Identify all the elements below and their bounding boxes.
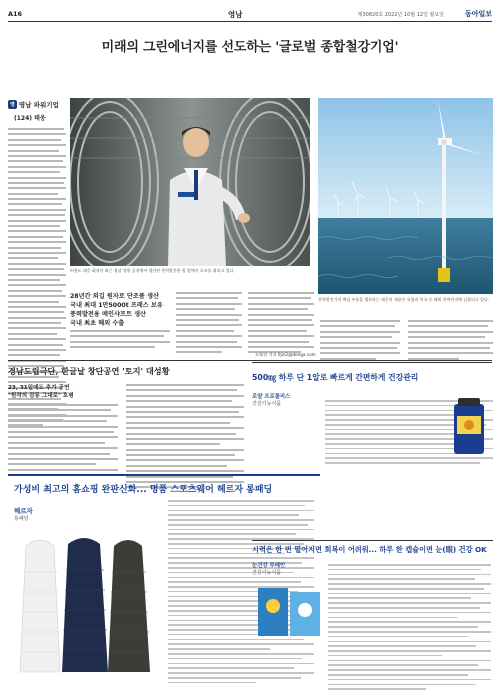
page-header xyxy=(8,8,492,22)
wind-farm-photo-caption: 풍력발전기의 핵심 부품을 생산하는 태웅의 제품은 유럽과 미국 등 해외 풍력단지에 납품되고 있다. xyxy=(318,297,490,302)
story2-subheadings xyxy=(8,384,118,400)
section-label: 영남 xyxy=(228,10,243,19)
article-body-column-5 xyxy=(408,320,493,360)
chairman-photo xyxy=(70,98,310,266)
subheading-3: 풍력발전용 메인샤프트 생산 xyxy=(70,311,147,318)
lutein-box-icon xyxy=(254,584,324,640)
article-body-column-3 xyxy=(248,292,314,353)
article-body-column-2 xyxy=(176,292,242,353)
story2-headline: 경남도립극단, 한글날 창단공연 '토지' 대성황 xyxy=(8,366,170,376)
supplement-bottle-icon xyxy=(448,398,490,458)
series-badge: 영 xyxy=(10,102,15,108)
factory-rings-image xyxy=(70,98,310,266)
series-column xyxy=(8,100,66,426)
propolis-product: 건강기능식품 xyxy=(252,401,281,407)
article-subheadings xyxy=(70,292,170,328)
propolis-ad-brand xyxy=(252,392,324,407)
chairman-photo-caption: 허용도 태웅 회장이 최근 경남 창원 공장에서 생산된 풍력발전용 링 앞에서 포즈를 취하고 있다. xyxy=(70,268,235,273)
series-title: 영남 파워기업 xyxy=(18,101,59,109)
lutein-product: 건강기능식품 xyxy=(252,570,281,576)
newspaper-brand: 동아일보 xyxy=(464,10,492,18)
padding-company: 헤르자 xyxy=(14,507,33,515)
story2-body-column-2 xyxy=(126,384,244,488)
article-body-column-1b xyxy=(70,330,170,348)
section-divider xyxy=(8,360,492,361)
supplement-ad-headline: 500㎎ 하루 단 1알로 빠르게 간편하게 건강관리 xyxy=(252,373,419,382)
article-body-column-4 xyxy=(320,320,400,360)
long-padding-coats-image xyxy=(16,532,156,680)
propolis-company: 로얄 프로폴리스 xyxy=(252,394,291,400)
lutein-ad-headline: 시력은 한 번 떨어지면 회복이 어려워... 하루 한 캡슐이면 눈(眼) 건강 OK xyxy=(252,540,493,555)
story2-subheading-2: "원작의 감동 그대로" 호평 xyxy=(8,393,74,399)
series-number: (124) 태웅 xyxy=(14,115,46,122)
propolis-product-image xyxy=(448,398,490,458)
issue-meta: 제30820호 2022년 10월 12일 월요일 xyxy=(357,12,444,18)
lutein-ad-body xyxy=(328,564,491,691)
padding-ad-headline: 가성비 최고의 홈쇼핑 완판신화... 명품 스포츠웨어 헤르자 롱패딩 xyxy=(14,485,273,495)
article-body-text xyxy=(8,128,66,426)
padding-product-image xyxy=(16,532,156,680)
page-number: A16 xyxy=(8,10,23,18)
subheading-4: 국내 최초 해외 수출 xyxy=(70,320,125,327)
lutein-ad xyxy=(252,540,493,576)
padding-ad-brand xyxy=(14,506,33,522)
offshore-wind-turbines-image xyxy=(318,98,493,294)
main-headline: 미래의 그린에너지를 선도하는 '글로벌 종합철강기업' xyxy=(101,40,399,55)
subheading-1: 28년간 외길 원자로 단조품 생산 xyxy=(70,293,159,300)
lutein-product-image xyxy=(254,584,324,640)
padding-ad xyxy=(8,474,320,682)
subheading-2: 국내 최대 1만5000t 프레스 보유 xyxy=(70,302,163,309)
series-label xyxy=(8,100,66,109)
story2-subheading-1: 23, 31일에도 추가 공연 xyxy=(8,385,70,391)
story2-body-column-1 xyxy=(8,404,118,476)
padding-product: 롱패딩 xyxy=(14,516,29,522)
article-byline: 도영진 기자 0jin2@donga.com xyxy=(255,352,316,357)
wind-farm-photo xyxy=(318,98,493,294)
lutein-company: 눈건강 루테인 xyxy=(252,563,286,569)
